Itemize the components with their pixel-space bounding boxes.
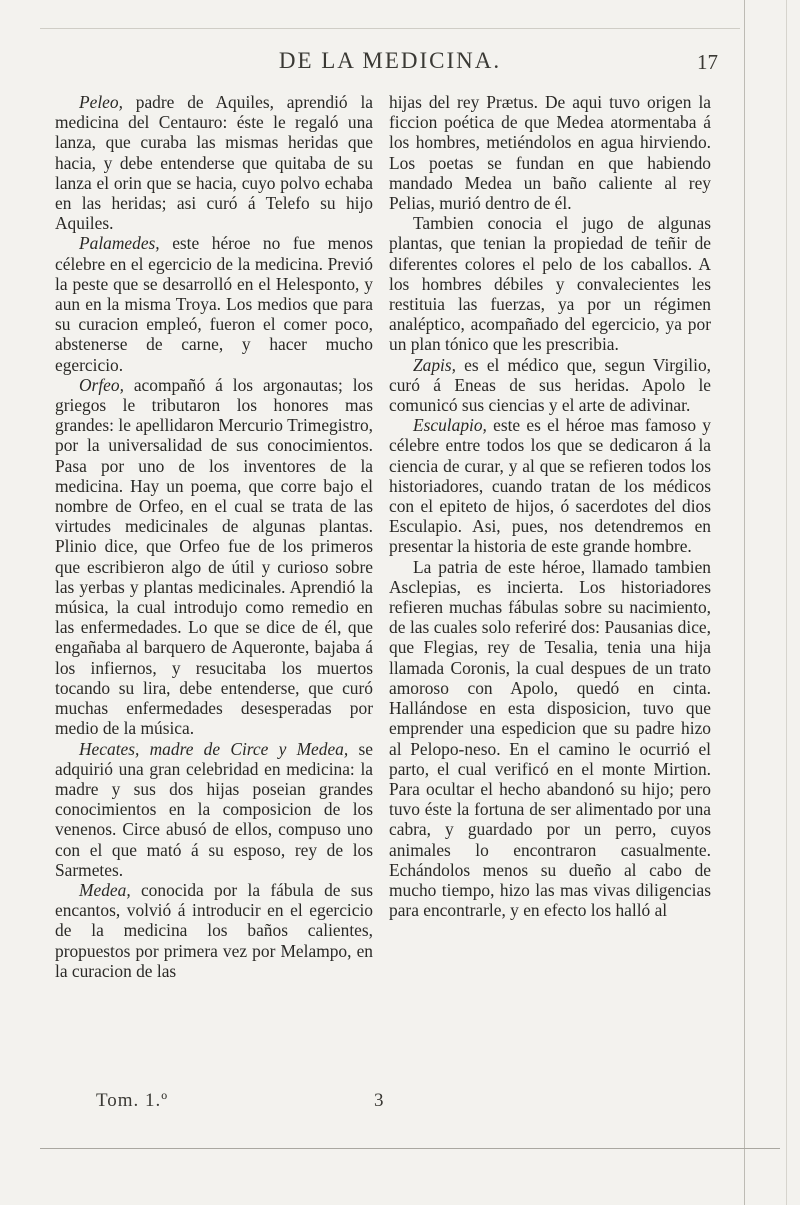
running-title: DE LA MEDICINA. — [278, 48, 502, 73]
paragraph-peleo — [55, 92, 373, 233]
entry-text: este es el héroe mas famoso y célebre entre todos los que se dedicaron á la ciencia de curar, y al que se refieren todos los historiadores, cuando tratan de los médicos con el epiteto de hijos, ó sacerdotes del dios Esculapio. Asi, pues, nos detendremos en presentar la historia de este grande hombre. — [389, 415, 711, 557]
page-edge-line — [744, 0, 745, 1205]
volume-label: Tom. 1.º — [96, 1090, 169, 1111]
left-column — [55, 92, 373, 981]
entry-text: es el médico que, segun Virgilio, curó á Eneas de sus heridas. Apolo le comunicó sus ciencias y el arte de adivinar. — [389, 354, 711, 416]
entry-text: hijas del rey Prætus. De aqui tuvo origen la ficcion poética de que Medea atormentaba á los hombres, metiéndolos en agua hirviendo. Los poetas se fundan en que habiendo mandado Medea un baño caliente al rey Pelias, murió dentro de él. — [389, 92, 711, 214]
page-number: 17 — [697, 50, 718, 74]
paragraph-zapis — [389, 355, 711, 416]
paragraph-medea-continued — [389, 92, 711, 213]
entry-name: Medea, — [79, 879, 131, 900]
paragraph-medea — [55, 880, 373, 981]
entry-text: se adquirió una gran celebridad en medicina: la madre y sus dos hijas poseian grandes conocimientos en la composicion de los venenos. Circe abusó de ellos, compuso uno con el que mató á su esposo, rey de los Sarmetes. — [55, 738, 373, 880]
paragraph-esculapio — [389, 415, 711, 556]
entry-text: Tambien conocia el jugo de algunas plantas, que tenian la propiedad de teñir de diferentes colores el pelo de los caballos. A los hombres débiles y convalecientes les restituia las fuerzas, ya por un régimen analéptico, acompañado del egercicio, ya por un plan tónico que les prescribia. — [389, 213, 711, 355]
entry-text: acompañó á los argonautas; los griegos le tributaron los honores mas grandes: le apellidaron Mercurio Trimegistro, por la universalidad de sus conocimientos. Pasa por uno de los inventores de la medicina. Hay un poema, que corre bajo el nombre de Orfeo, en el cual se trata de las virtudes medicinales de algunas plantas. Plinio dice, que Orfeo fue de los primeros que escribieron algo de útil y curioso sobre las yerbas y plantas medicinales. Aprendió la música, la cual introdujo como remedio en las enfermedades. Lo que se dice de él, que engañaba al barquero de Aqueronte, bajaba á los infiernos, y resucitaba los muertos tocando su lira, debe entenderse, que curó muchas enfermedades desesperadas por medio de la música. — [55, 374, 373, 739]
entry-name: Palamedes, — [79, 233, 160, 254]
entry-text: padre de Aquiles, aprendió la medicina del Centauro: éste le regaló una lanza, que curaba las mismas heridas que hacia, y debe entenderse que quitaba de su lanza el orin que se hacia, cuyo polvo echaba en las heridas; asi curó á Telefo su hijo Aquiles. — [55, 92, 373, 234]
top-rule — [40, 28, 740, 29]
page-edge-line — [786, 0, 787, 1205]
paragraph-hecates — [55, 739, 373, 880]
bottom-rule — [40, 1148, 780, 1149]
entry-name: Orfeo, — [79, 374, 124, 395]
page-footer — [60, 1090, 720, 1120]
entry-text: este héroe no fue menos célebre en el egercicio de la medicina. Previó la peste que se desarrolló en el Helesponto, y aun en la misma Troya. Los medios que para su curacion empleó, fueron el comer poco, abstenerse de carne, y hacer mucho egercicio. — [55, 233, 373, 375]
paragraph-plantas — [389, 213, 711, 354]
signature-mark: 3 — [374, 1090, 384, 1111]
entry-name: Hecates, madre de Circe y Medea, — [79, 738, 349, 759]
entry-name: Zapis, — [413, 354, 457, 375]
entry-name: Esculapio, — [413, 415, 487, 436]
paragraph-orfeo — [55, 375, 373, 739]
entry-name: Peleo, — [79, 92, 123, 112]
page-header — [60, 48, 720, 88]
paragraph-patria — [389, 557, 711, 921]
right-column — [389, 92, 711, 920]
entry-text: conocida por la fábula de sus encantos, volvió á introducir en el egercicio de la medicina los baños calientes, propuestos por primera vez por Melampo, en la curacion de las — [55, 879, 373, 981]
paragraph-palamedes — [55, 233, 373, 374]
entry-text: La patria de este héroe, llamado tambien Asclepias, es incierta. Los historiadores refieren muchas fábulas sobre su nacimiento, de las cuales solo referiré dos: Pausanias dice, que Flegias, rey de Tesalia, tenia una hija llamada Coronis, la cual despues de un trato amoroso con Apolo, quedó en cinta. Hallándose en esta disposicion, tuvo que emprender una espedicion que su padre hizo al Pelopo-neso. En el camino le ocurrió el parto, el cual verificó en el monte Mirtion. Para ocultar el hecho abandonó su hijo; pero tuvo éste la fortuna de ser alimentado por una cabra, y guardado por un perro, cuyos animales lo encontraron casualmente. Echándolos menos su dueño al cabo de mucho tiempo, hizo las mas vivas diligencias para encontrarle, y en efecto los halló al — [389, 556, 711, 921]
